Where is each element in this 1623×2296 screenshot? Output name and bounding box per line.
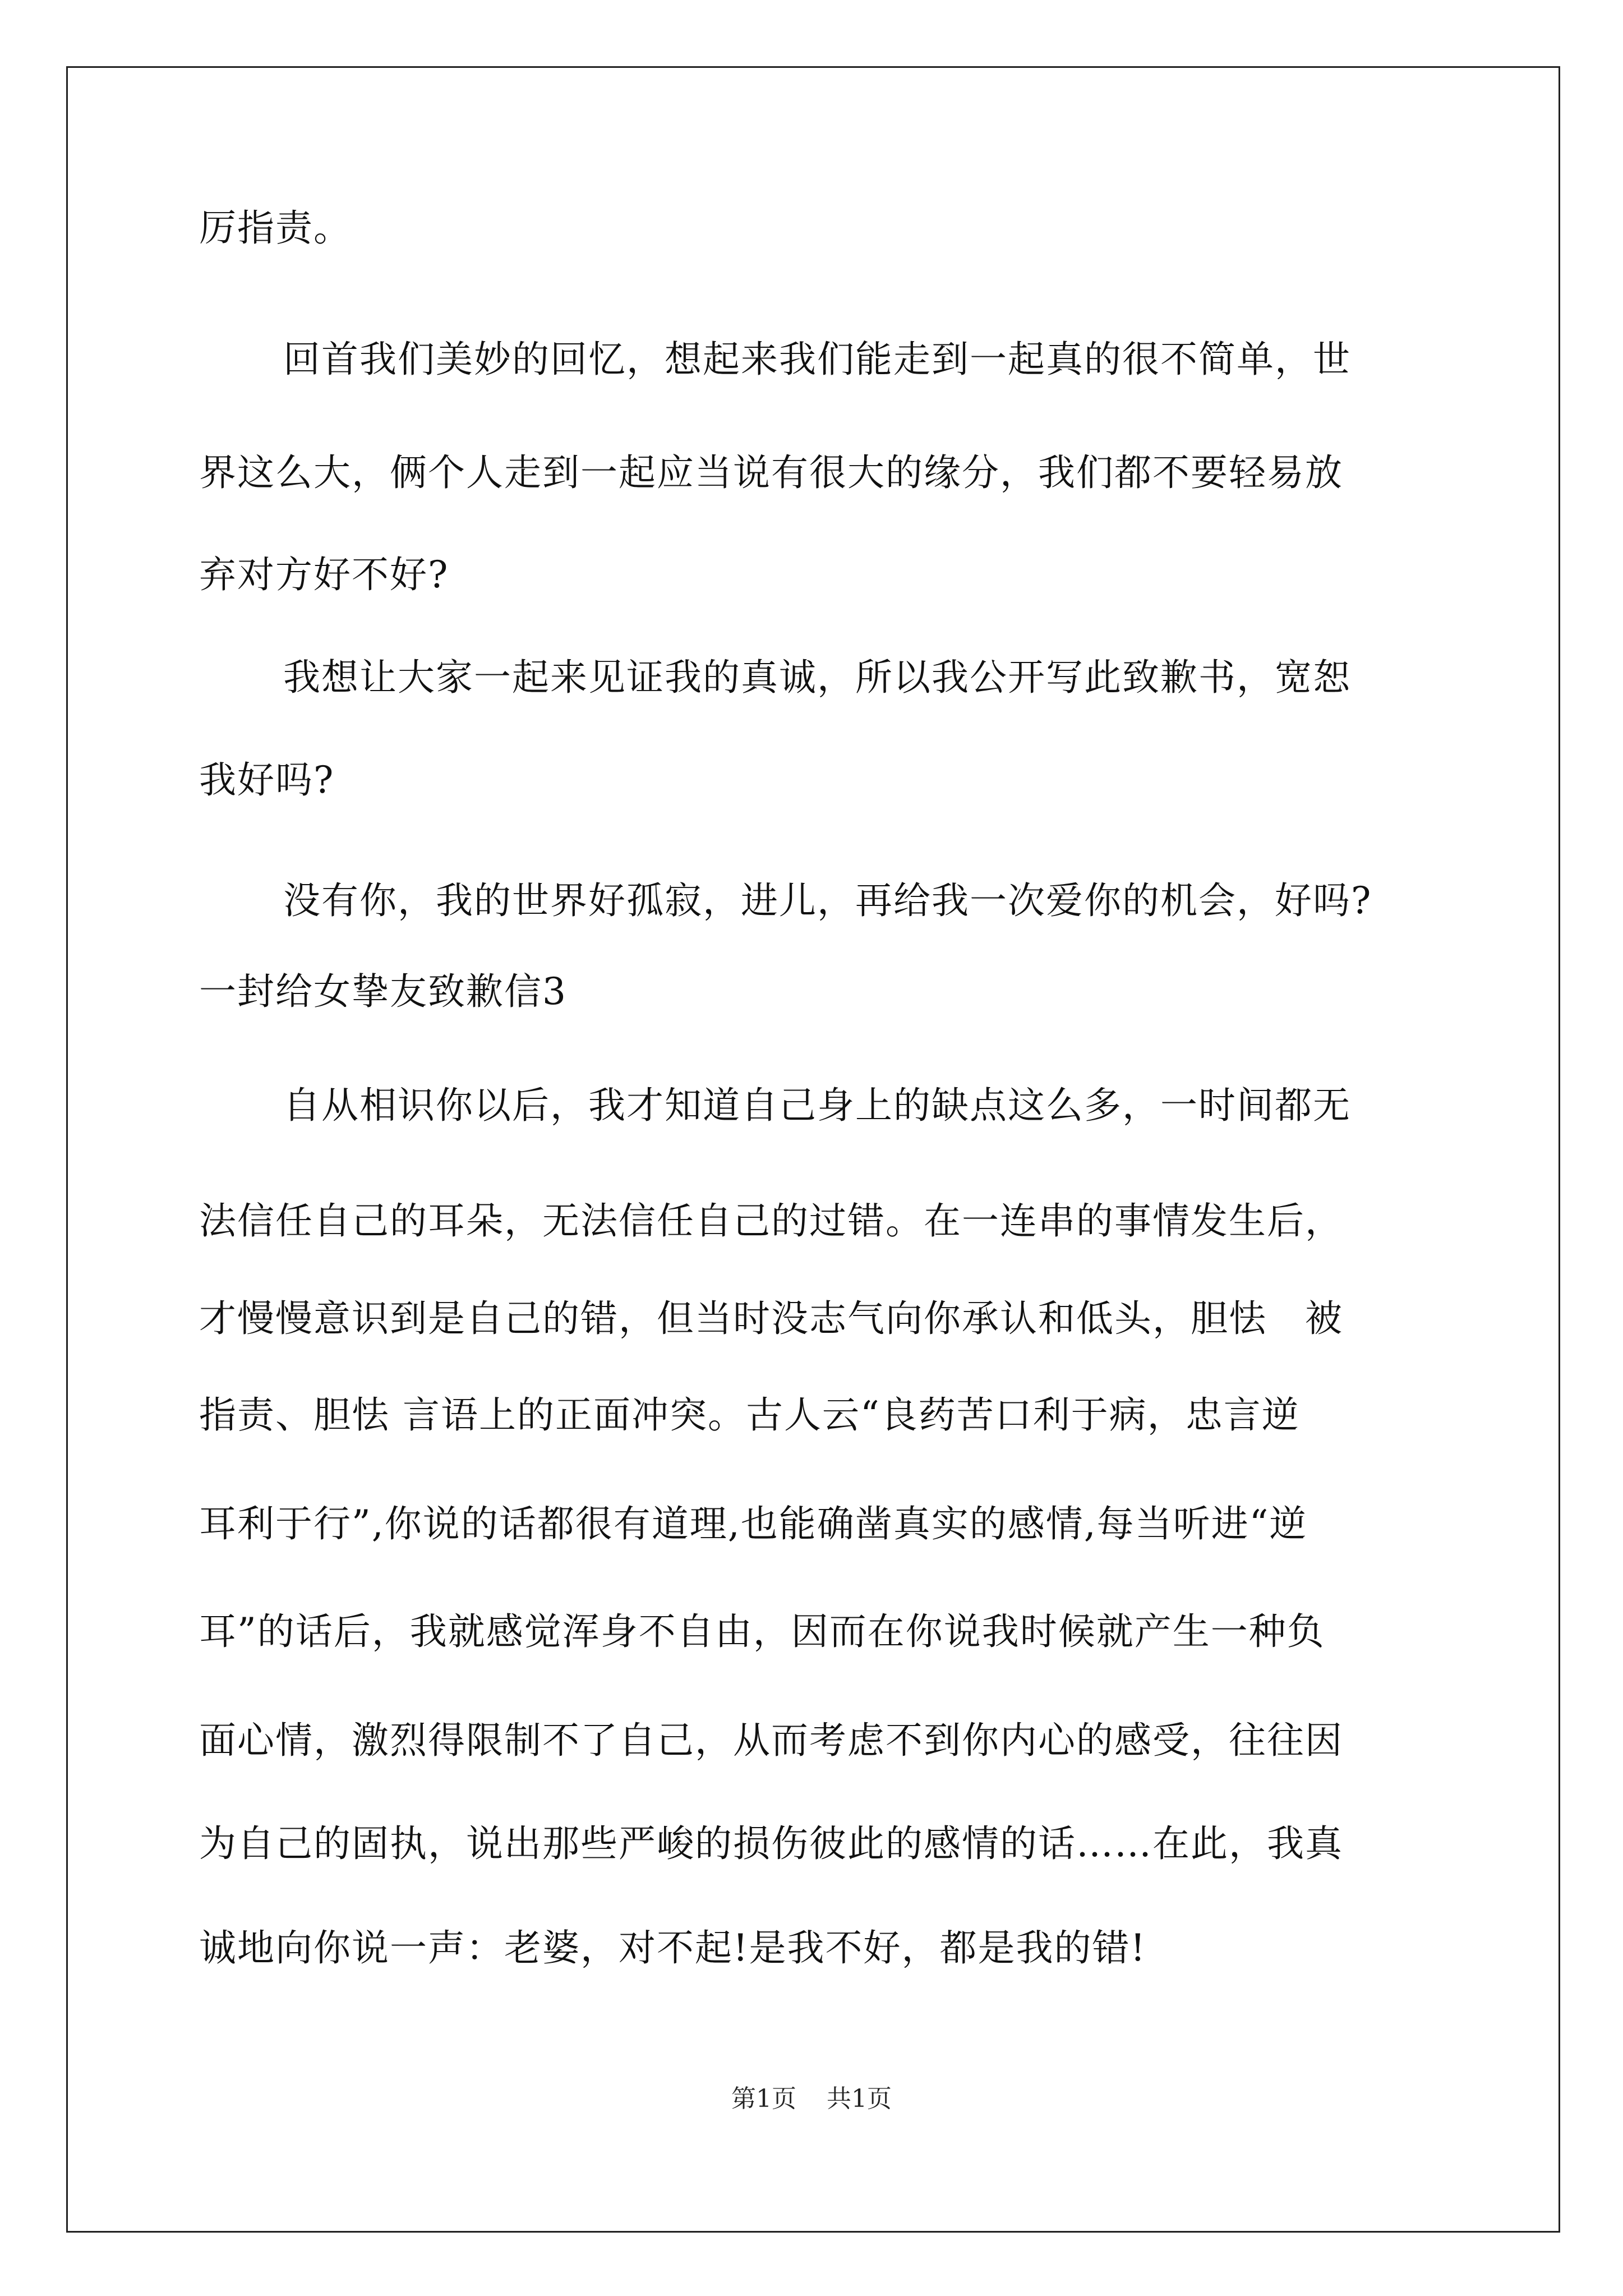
page-footer — [0, 2087, 1623, 2111]
section-heading: 一封给女挚友致歉信3 — [199, 970, 567, 1013]
total-pages: 共1页 — [827, 2085, 892, 2113]
text-line: 法信任自己的耳朵，无法信任自己的过错。在一连串的事情发生后， — [199, 1199, 1343, 1243]
text-line: 没有你，我的世界好孤寂，进儿，再给我一次爱你的机会，好吗? — [283, 879, 1372, 922]
text-line: 为自己的固执，说出那些严峻的损伤彼此的感情的话……在此，我真 — [199, 1822, 1343, 1865]
text-line: 弃对方好不好? — [199, 553, 449, 596]
text-line: 厉指责。 — [199, 206, 352, 250]
text-line: 我想让大家一起来见证我的真诚，所以我公开写此致歉书，宽恕 — [283, 656, 1351, 699]
page-border — [66, 66, 1560, 2233]
text-line: 耳利于行”,你说的话都很有道理,也能确凿真实的感情,每当听进“逆 — [199, 1502, 1308, 1545]
page-number: 第1页 — [731, 2085, 796, 2113]
text-line: 诚地向你说一声：老婆，对不起!是我不好，都是我的错! — [199, 1926, 1147, 1970]
text-line: 回首我们美妙的回忆，想起来我们能走到一起真的很不简单，世 — [283, 338, 1351, 381]
text-line: 面心情，激烈得限制不了自己，从而考虑不到你内心的感受，往往因 — [199, 1719, 1343, 1762]
text-line: 我好吗? — [199, 758, 335, 802]
text-line: 才慢慢意识到是自己的错，但当时没志气向你承认和低头，胆怯 被 — [199, 1297, 1343, 1340]
text-line: 界这么大，俩个人走到一起应当说有很大的缘分，我们都不要轻易放 — [199, 451, 1343, 494]
text-line: 自从相识你以后，我才知道自己身上的缺点这么多，一时间都无 — [283, 1084, 1351, 1127]
text-line: 耳”的话后，我就感觉浑身不自由，因而在你说我时候就产生一种负 — [199, 1610, 1325, 1653]
text-line: 指责、胆怯 言语上的正面冲突。古人云“良药苦口利于病，忠言逆 — [199, 1393, 1300, 1437]
